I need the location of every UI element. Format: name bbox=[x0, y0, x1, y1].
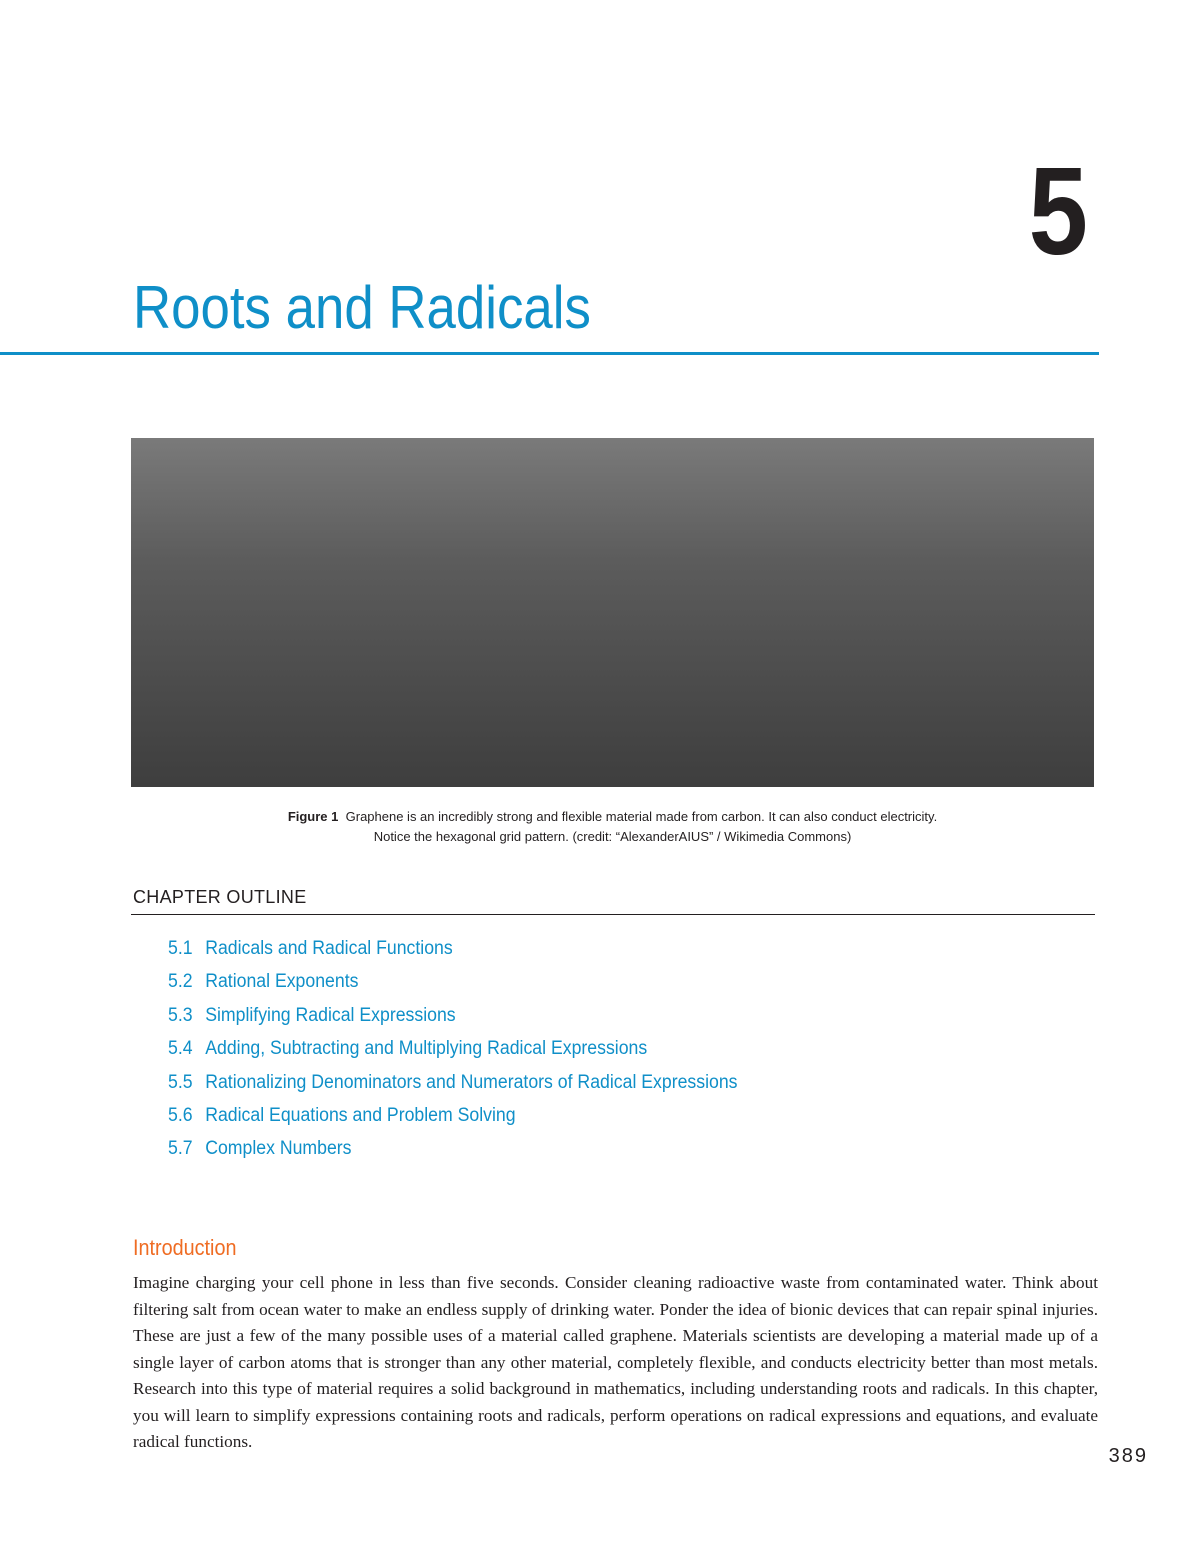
outline-item-5-4[interactable] bbox=[168, 1032, 738, 1065]
outline-item-label: Simplifying Radical Expressions bbox=[205, 1004, 456, 1026]
outline-item-number: 5.2 bbox=[168, 971, 193, 993]
outline-item-5-7[interactable] bbox=[168, 1132, 738, 1165]
outline-item-number: 5.3 bbox=[168, 1004, 193, 1026]
graphene-figure-image bbox=[131, 438, 1094, 787]
chapter-number: 5 bbox=[1028, 143, 1088, 281]
introduction-heading: Introduction bbox=[133, 1235, 237, 1260]
introduction-paragraph: Imagine charging your cell phone in less than five seconds. Consider cleaning radioactive waste from contaminated water. Think about filtering salt from ocean water to make an endless supply of drinking water. Ponder the idea of bionic devices that can repair spinal injuries. These are just a few of the many possible uses of a material called graphene. Materials scientists are developing a material made up of a single layer of carbon atoms that is stronger than any other material, completely flexible, and conducts electricity better than most metals. Research into this type of material requires a solid background in mathematics, including understanding roots and radicals. In this chapter, you will learn to simplify expressions containing roots and radicals, perform operations on radical expressions and equations, and evaluate radical functions. bbox=[133, 1273, 1098, 1451]
outline-item-label: Radical Equations and Problem Solving bbox=[205, 1105, 516, 1127]
outline-item-number: 5.5 bbox=[168, 1071, 193, 1093]
outline-item-number: 5.6 bbox=[168, 1105, 193, 1127]
outline-item-number: 5.4 bbox=[168, 1038, 193, 1060]
chapter-outline-heading: CHAPTER OUTLINE bbox=[133, 887, 307, 907]
outline-item-5-6[interactable] bbox=[168, 1099, 738, 1132]
outline-item-label: Adding, Subtracting and Multiplying Radical Expressions bbox=[205, 1038, 648, 1060]
outline-item-label: Radicals and Radical Functions bbox=[205, 938, 453, 959]
caption-text-1: Graphene is an incredibly strong and flexible material made from carbon. It can also conduct electricity. bbox=[345, 809, 938, 824]
outline-item-label: Rationalizing Denominators and Numerators of Radical Expressions bbox=[205, 1071, 738, 1093]
outline-divider bbox=[131, 914, 1095, 915]
caption-line-1 bbox=[131, 807, 1094, 827]
chapter-title: Roots and Radicals bbox=[133, 274, 591, 341]
outline-item-number: 5.1 bbox=[168, 938, 193, 959]
outline-item-label: Rational Exponents bbox=[205, 971, 359, 993]
page-number: 389 bbox=[1108, 1445, 1148, 1467]
chapter-outline-list bbox=[168, 932, 780, 1166]
outline-item-number: 5.7 bbox=[168, 1138, 193, 1160]
figure-caption bbox=[131, 807, 1094, 847]
outline-item-5-1[interactable] bbox=[168, 932, 738, 965]
caption-line-2: Notice the hexagonal grid pattern. (credit: “AlexanderAIUS” / Wikimedia Commons) bbox=[373, 829, 852, 844]
outline-item-5-2[interactable] bbox=[168, 965, 738, 998]
graphene-lattice-illustration bbox=[131, 438, 1094, 787]
outline-item-5-3[interactable] bbox=[168, 999, 738, 1032]
outline-item-5-5[interactable] bbox=[168, 1066, 738, 1099]
figure-label: Figure 1 bbox=[287, 809, 339, 824]
title-divider bbox=[0, 352, 1099, 355]
outline-item-label: Complex Numbers bbox=[205, 1138, 352, 1160]
